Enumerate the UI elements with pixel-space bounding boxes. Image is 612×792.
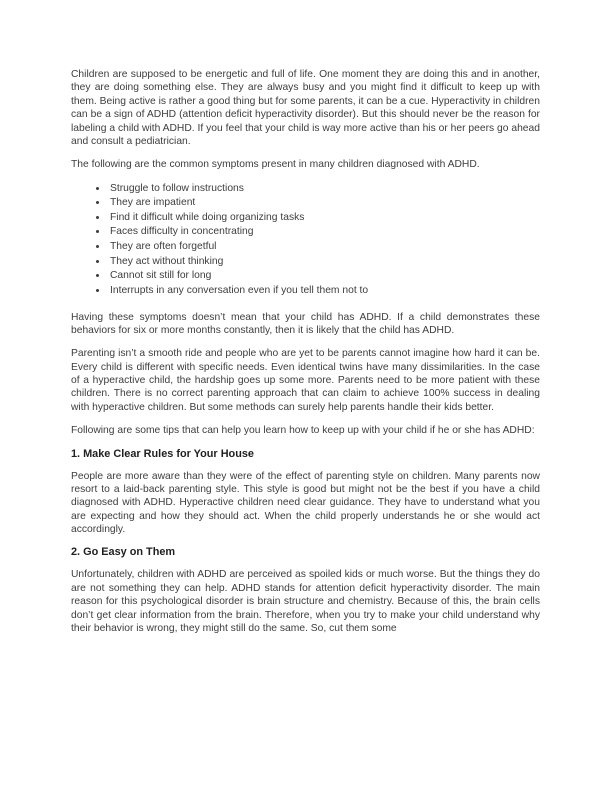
paragraph-intro: Children are supposed to be energetic and full of life. One moment they are doing this and in another, they are doing something else. They are always busy and you might find it difficult to keep up with them. Being active is rather a good thing but for some parents, it can be a cue. Hyperactivity in children can be a sign of ADHD (attention deficit hyperactivity disorder). But this should never be the reason for labeling a child with ADHD. If you feel that your child is way more active than his or her peers go ahead and consult a pediatrician. [71, 69, 540, 147]
symptoms-bullet-list [71, 182, 540, 299]
paragraph-parenting: Parenting isn’t a smooth ride and people who are yet to be parents cannot imagine how hard it can be. Every child is different with specific needs. Even identical twins have many dissimilarities. In the case of a hyperactive child, the hardship goes up some more. Parents need to be more patient with these children. There is no correct parenting approach that can claim to achieve 100% success in dealing with hyperactive children. But some methods can surely help parents handle their kids better. [71, 348, 540, 413]
bullet-item: • They act without thinking [108, 255, 540, 270]
paragraph-tips-lead: Following are some tips that can help you learn how to keep up with your child if he or she has ADHD: [71, 425, 535, 437]
paragraph-tip2: Unfortunately, children with ADHD are perceived as spoiled kids or much worse. But the things they do are not something they can help. ADHD stands for attention deficit hyperactivity disorder. The main reason for this psychological disorder is brain structure and chemistry. Because of this, the brain cells don’t get clear information from the brain. Therefore, when you try to make your child understand why their behavior is wrong, they might still do the same. So, cut them some [71, 569, 540, 634]
bullet-item: • Faces difficulty in concentrating [108, 225, 540, 240]
paragraph-symptoms-followup: Having these symptoms doesn’t mean that your child has ADHD. If a child demonstrates these behaviors for six or more months constantly, then it is likely that the child has ADHD. [71, 311, 540, 336]
heading-tip2: 2. Go Easy on Them [71, 546, 176, 559]
bullet-item: • They are impatient [108, 196, 540, 211]
bullet-item: • Interrupts in any conversation even if you tell them not to [108, 284, 540, 299]
bullet-item: • They are often forgetful [108, 240, 540, 255]
paragraph-tip1: People are more aware than they were of the effect of parenting style on children. Many parents now resort to a laid-back parenting style. This style is good but might not be the best if you have a child diagnosed with ADHD. Hyperactive children need clear guidance. They have to understand what you are expecting and how they should act. When the child properly understands he or she would act accordingly. [71, 470, 540, 535]
bullet-item: • Find it difficult while doing organizing tasks [108, 211, 540, 226]
heading-tip1: 1. Make Clear Rules for Your House [71, 447, 254, 460]
bullet-item: • Struggle to follow instructions [108, 182, 540, 197]
paragraph-symptoms-lead: The following are the common symptoms present in many children diagnosed with ADHD. [71, 159, 480, 171]
bullet-item: • Cannot sit still for long [108, 269, 540, 284]
